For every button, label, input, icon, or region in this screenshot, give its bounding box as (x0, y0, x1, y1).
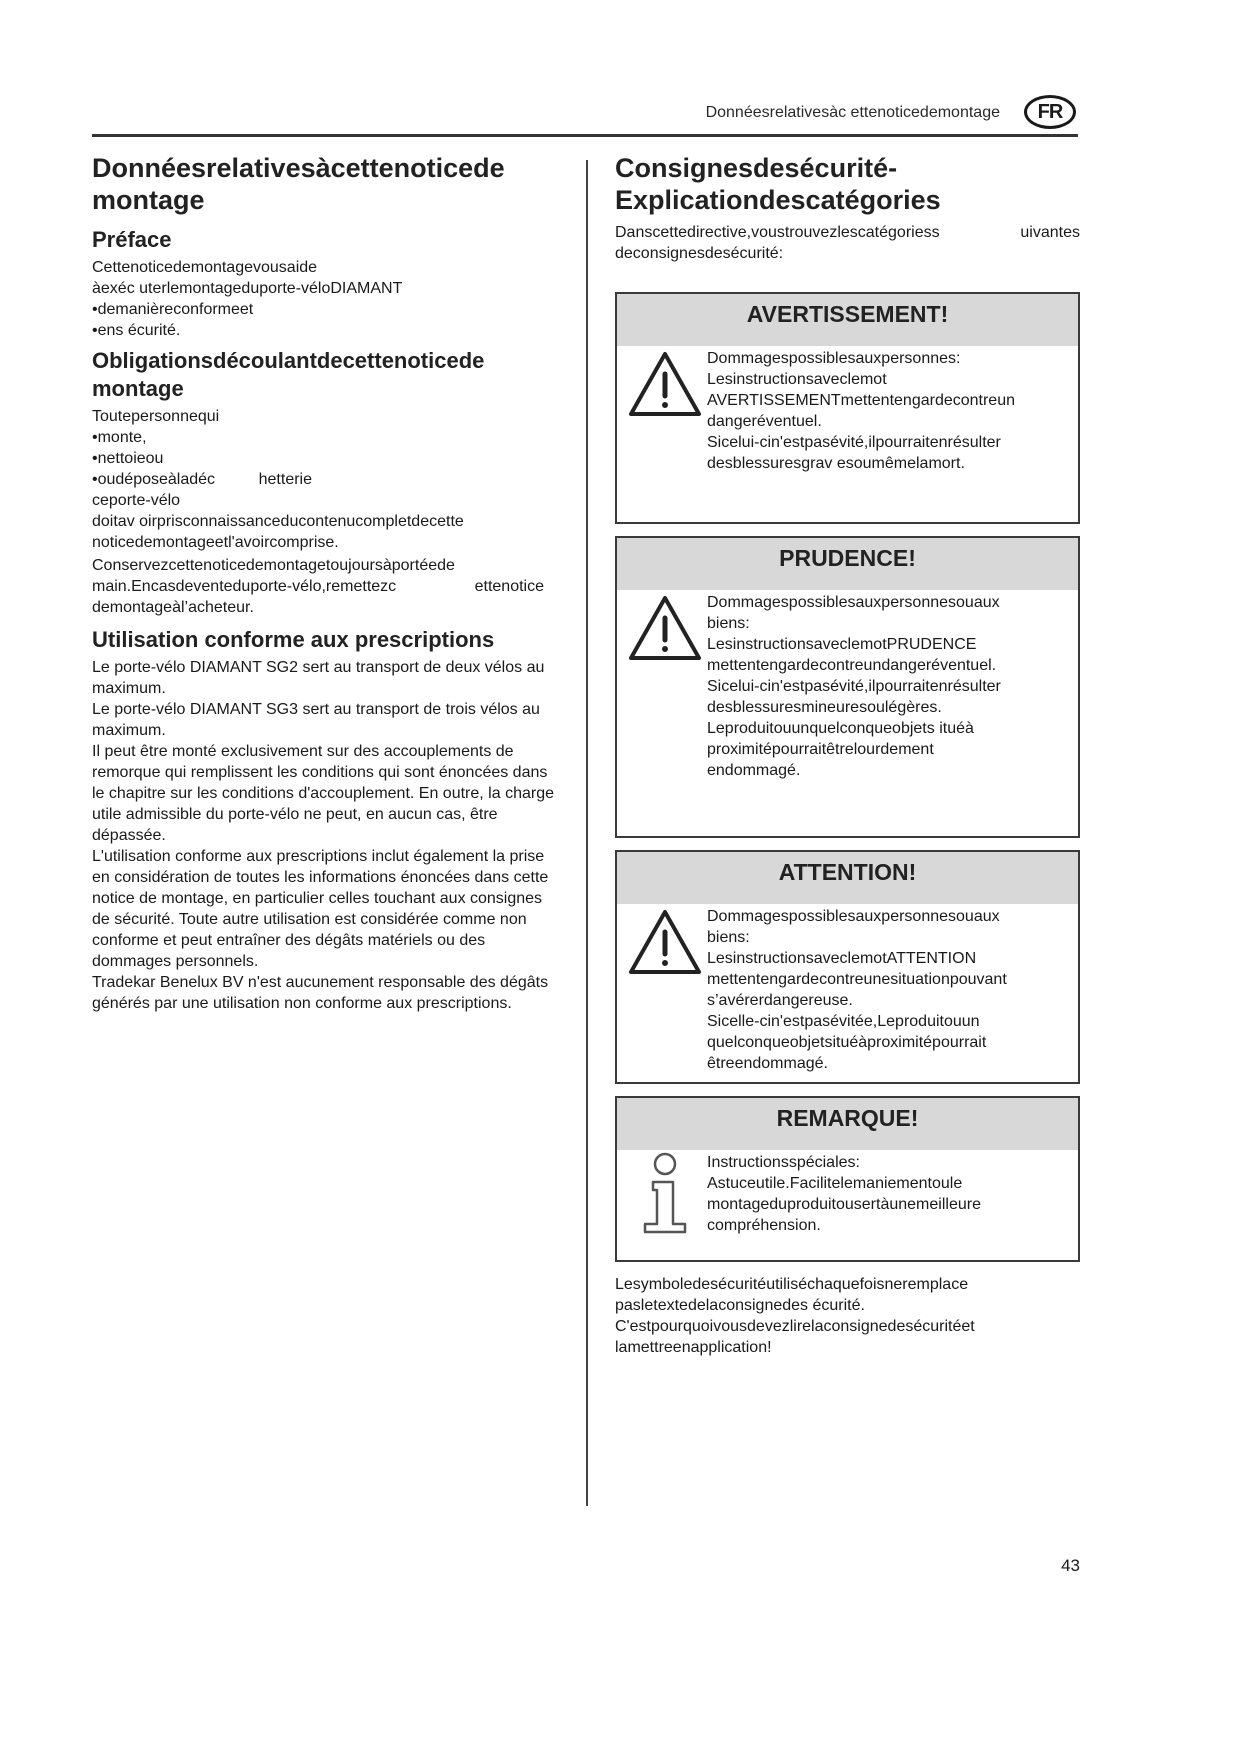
warning-box (615, 292, 1080, 524)
box-line: Dommagespossiblesauxpersonnes: (707, 350, 961, 367)
box-line: Sicelui-cin'estpasévité,ilpourraitenrésulter (707, 434, 1001, 451)
box-line: biens: (707, 615, 750, 632)
note-line: C'estpourquoivousdevezlirelaconsignedesécuritéet (615, 1318, 975, 1335)
box-line: Sicelui-cin'estpasévité,ilpourraitenrésulter (707, 678, 1001, 695)
box-line: LesinstructionsaveclemotPRUDENCE (707, 636, 977, 653)
intro-text: Danscettedirective,voustrouvezlescatégoriess (615, 224, 940, 241)
right-title: Consignesdesécurité- Explicationdescatégories (615, 153, 941, 215)
intro-line: deconsignesdesécurité: (615, 245, 784, 262)
note-line: lamettreenapplication! (615, 1339, 772, 1356)
running-header: Donnéesrelativesàc ettenoticedemontage (705, 104, 1000, 121)
info-icon (637, 1152, 693, 1236)
box-text (707, 348, 1066, 474)
box-line: Sicelle-cin'estpasévitée,Leproduitouun (707, 1013, 980, 1030)
caution-box (615, 536, 1080, 838)
box-line: AVERTISSEMENTmettentengardecontreun (707, 392, 1015, 409)
box-line: Lesinstructionsaveclemot (707, 371, 887, 388)
keep-notice-text: main.Encasdeventeduporte-vélo,remettezc (92, 578, 397, 595)
box-line: montageduproduitousertàunemeilleure (707, 1196, 981, 1213)
preface-line: •ens écurité. (92, 322, 181, 339)
warning-triangle-icon (623, 348, 707, 474)
left-column (92, 152, 557, 1014)
box-line: compréhension. (707, 1217, 821, 1234)
obligations-text: •oudéposeàladéc (92, 471, 216, 488)
box-line: desblessuresgrav esoumêmelamort. (707, 455, 965, 472)
box-line: Astuceutile.Facilitelemaniementoule (707, 1175, 963, 1192)
box-line: proximitépourraitêtrelourdement (707, 741, 934, 758)
preface-line: Cettenoticedemontagevousaide (92, 259, 318, 276)
box-line: LesinstructionsaveclemotATTENTION (707, 950, 977, 967)
box-line: mettentengardecontreunesituationpouvant (707, 971, 1007, 988)
obligations-line: ceporte-vélo (92, 492, 181, 509)
usage-paragraph: Tradekar Benelux BV n'est aucunement responsable des dégâts générés par une utilisation non conforme aux prescriptions. (92, 974, 549, 1012)
warning-triangle-icon (627, 592, 703, 662)
obligations-text: hetterie (258, 471, 312, 488)
obligations-line: Toutepersonnequi (92, 408, 220, 425)
box-line: êtreendommagé. (707, 1055, 828, 1072)
warning-triangle-icon (627, 348, 703, 418)
preface-heading: Préface (92, 227, 172, 252)
box-line: dangeréventuel. (707, 413, 822, 430)
box-line: desblessuresmineuresoulégères. (707, 699, 942, 716)
warning-triangle-icon (627, 906, 703, 976)
box-title: AVERTISSEMENT! (617, 294, 1078, 346)
usage-paragraph: Le porte-vélo DIAMANT SG2 sert au transport de deux vélos au maximum. (92, 659, 545, 697)
keep-notice-text: ettenotice (474, 578, 544, 595)
obligations-heading: Obligationsdécoulantdecettenoticede montage (92, 348, 485, 401)
note-line: pasletextedelaconsignedes écurité. (615, 1297, 865, 1314)
box-title: ATTENTION! (617, 852, 1078, 904)
box-title: PRUDENCE! (617, 538, 1078, 590)
box-line: Dommagespossiblesauxpersonnesouaux (707, 594, 1000, 611)
header-rule (92, 134, 1078, 137)
box-line: biens: (707, 929, 750, 946)
note-box (615, 1096, 1080, 1262)
intro-line (615, 222, 1080, 243)
intro-text: uivantes (1020, 224, 1080, 241)
note-line: Lesymboledesécuritéutiliséchaquefoisneremplace (615, 1276, 969, 1293)
keep-notice-line (92, 576, 544, 597)
box-text (707, 1152, 1066, 1236)
usage-paragraph: L'utilisation conforme aux prescriptions inclut également la prise en considération de toutes les informations énoncées dans cette notice de montage, en particulier celles touchant aux consignes de sécurité. Toute autre utilisation est considérée comme non conforme et peut entraîner des dégâts matériels ou des dommages personnels. (92, 848, 549, 970)
obligations-line: •nettoieou (92, 450, 164, 467)
box-line: Instructionsspéciales: (707, 1154, 860, 1171)
box-line: Leproduitouunquelconqueobjets ituéà (707, 720, 974, 737)
warning-triangle-icon (623, 906, 707, 1074)
usage-paragraph: Il peut être monté exclusivement sur des accouplements de remorque qui remplissent les conditions qui sont énoncées dans le chapitre sur les conditions d'accouplement. En outre, la charge utile admissible du porte-vélo ne peut, en aucun cas, être dépassée. (92, 743, 554, 844)
left-title: Donnéesrelativesàcettenoticede montage (92, 153, 505, 215)
box-line: Dommagespossiblesauxpersonnesouaux (707, 908, 1000, 925)
preface-line: àexéc uterlemontageduporte-véloDIAMANT (92, 280, 403, 297)
box-title: REMARQUE! (617, 1098, 1078, 1150)
box-line: endommagé. (707, 762, 801, 779)
usage-heading: Utilisation conforme aux prescriptions (92, 627, 495, 652)
symbol-note (615, 1274, 1080, 1358)
obligations-line (92, 469, 312, 490)
info-icon (623, 1152, 707, 1236)
box-line: s’avérerdangereuse. (707, 992, 853, 1009)
box-text (707, 906, 1066, 1074)
obligations-line: doitav oirprisconnaissanceducontenucompletdecette noticedemontageetl'avoircomprise. (92, 513, 464, 551)
right-column (615, 152, 1080, 1358)
usage-paragraph: Le porte-vélo DIAMANT SG3 sert au transport de trois vélos au maximum. (92, 701, 540, 739)
box-text (707, 592, 1066, 781)
keep-notice-line: Conservezcettenoticedemontagetoujoursàportéede (92, 557, 455, 574)
warning-triangle-icon (623, 592, 707, 781)
box-line: quelconqueobjetsituéàproximitépourrait (707, 1034, 987, 1051)
attention-box (615, 850, 1080, 1084)
page-number: 43 (1061, 1556, 1080, 1575)
preface-line: •demanièreconformeet (92, 301, 254, 318)
box-line: mettentengardecontreundangeréventuel. (707, 657, 997, 674)
column-divider (586, 160, 588, 1506)
keep-notice-line: demontageàl’acheteur. (92, 599, 254, 616)
obligations-line: •monte, (92, 429, 147, 446)
language-badge: FR (1024, 95, 1076, 129)
